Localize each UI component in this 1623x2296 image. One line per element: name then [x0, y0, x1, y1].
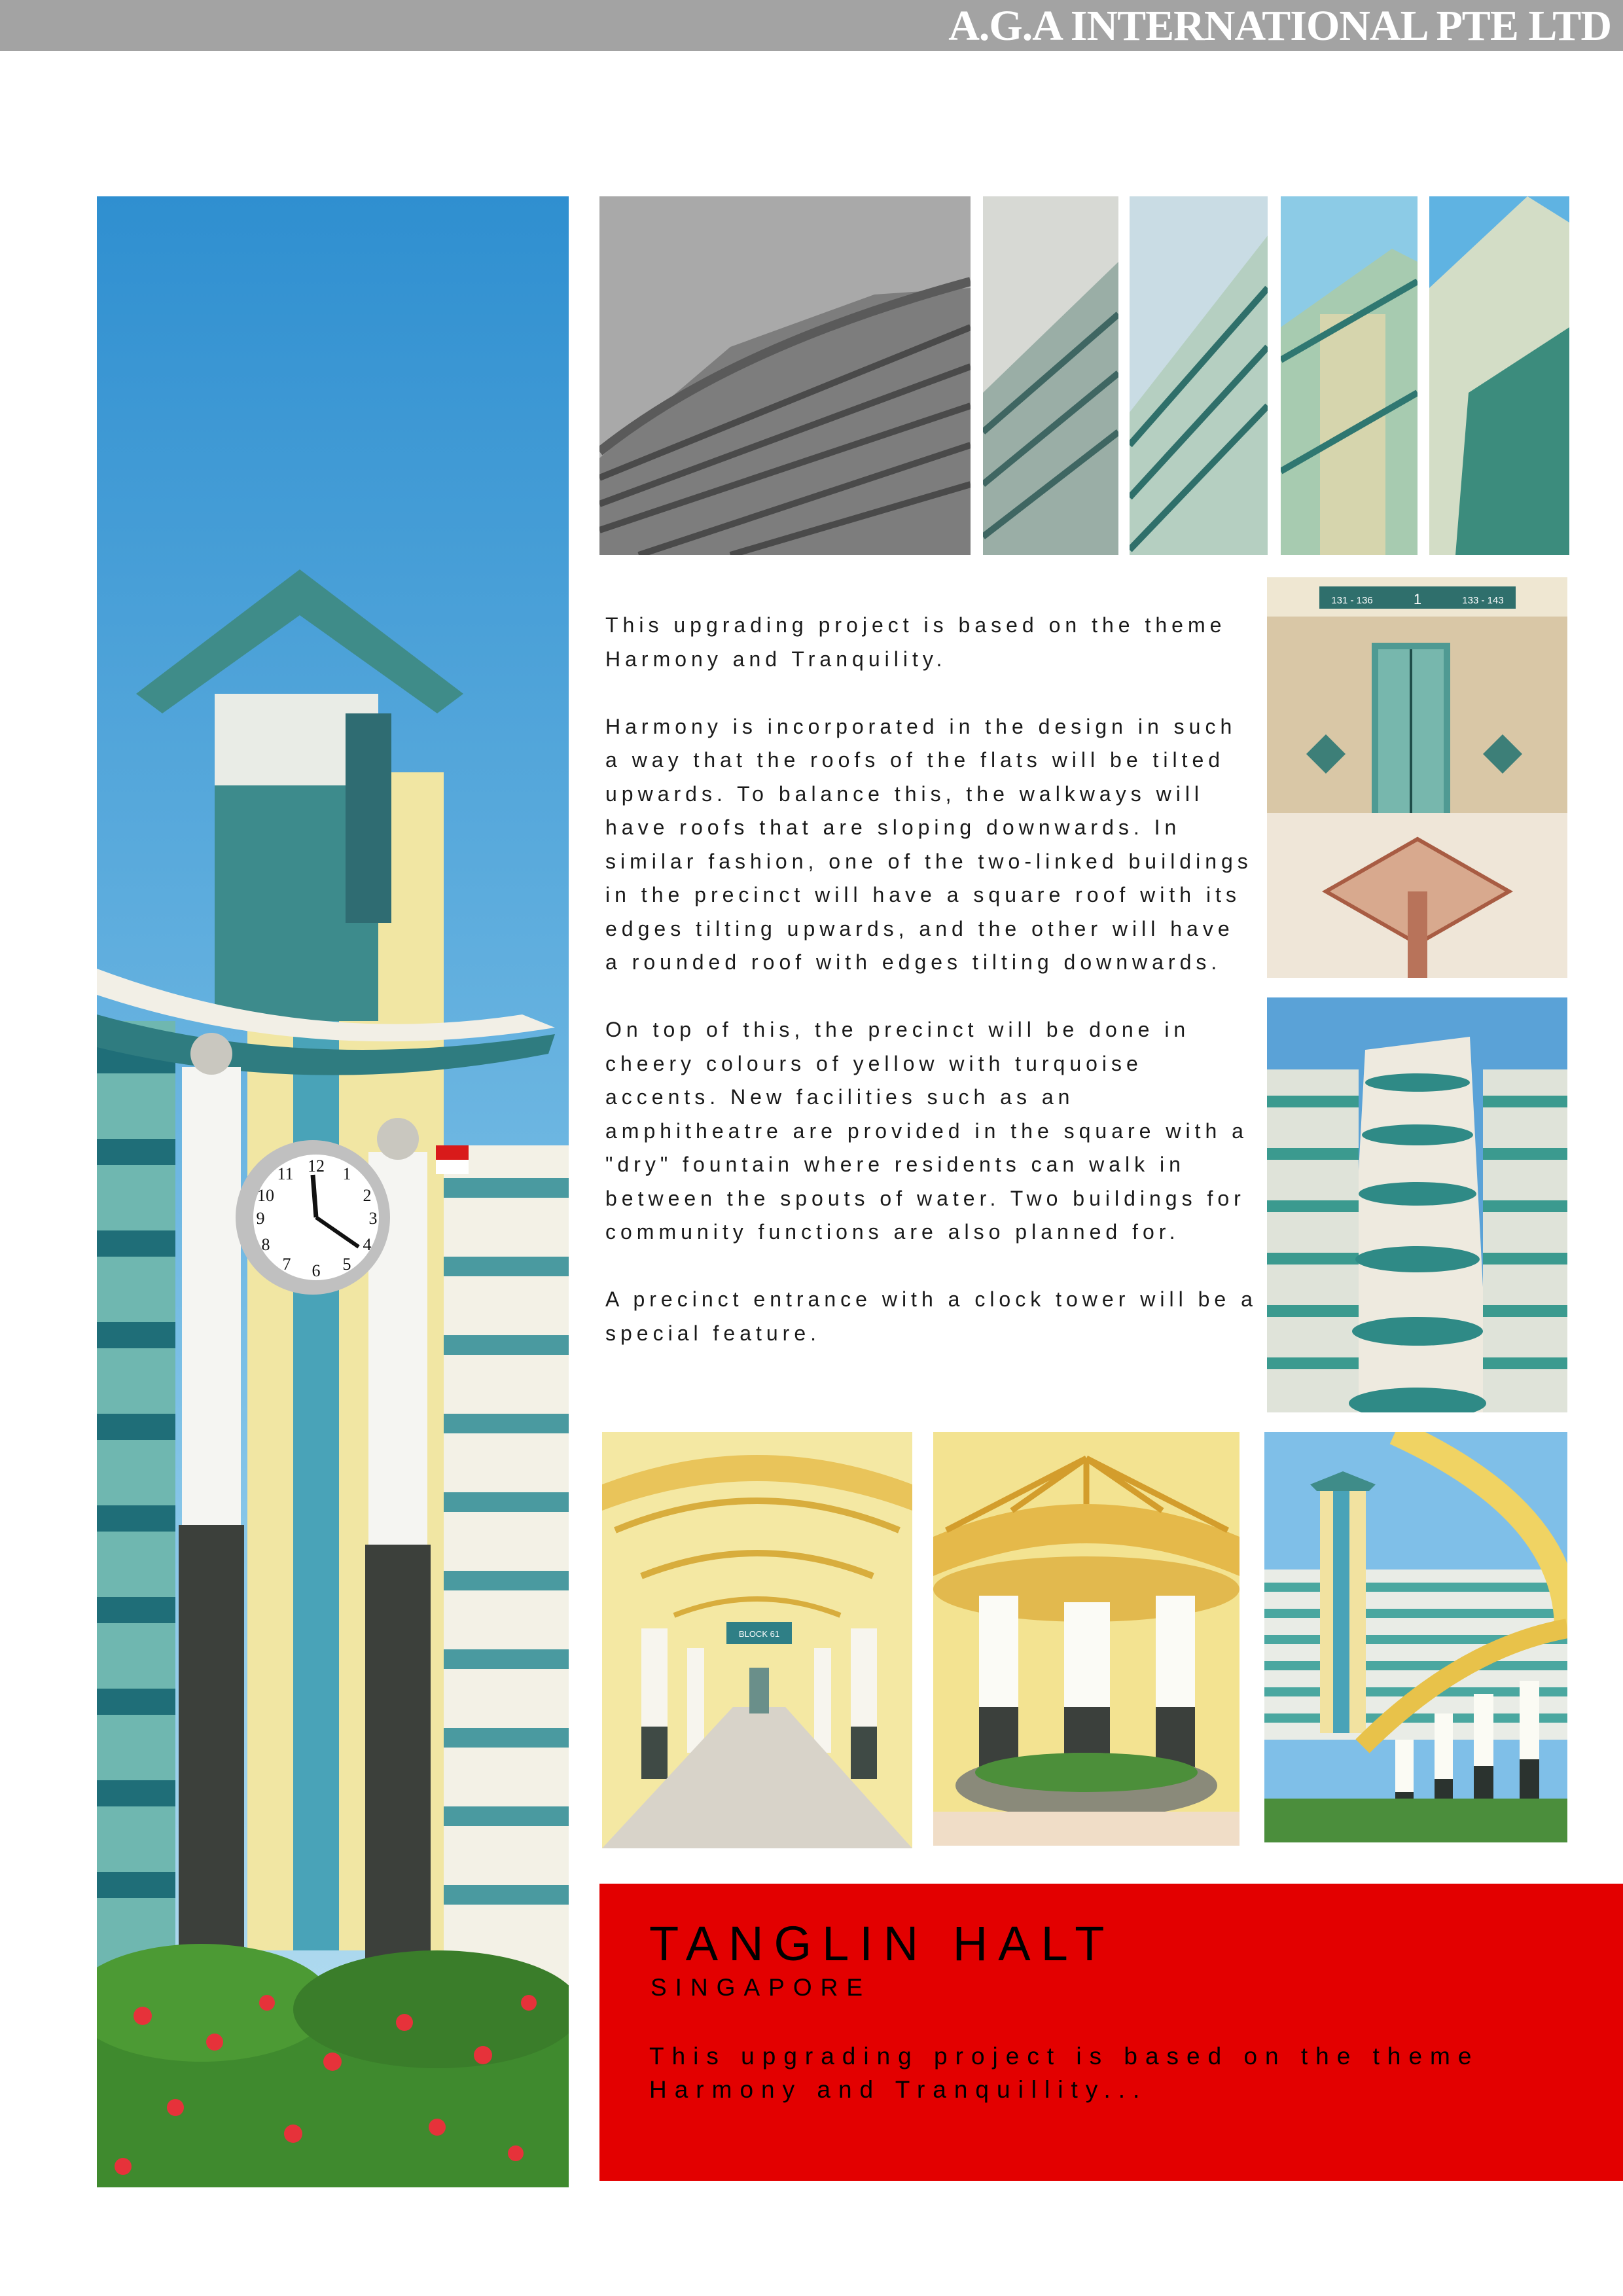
- clock-numeral: 6: [312, 1261, 321, 1280]
- clock-numeral: 3: [368, 1209, 378, 1228]
- paragraph-harmony: Harmony is incorporated in the design in such a way that the roofs of the flats will be tilted upwards. To balance this, the walkways will have roofs that are sloping downwards. In similar fashion, one of the two-linked buildings in the precinct will have a square roof with its edges tilting upwards, and the other will have a rounded roof with edges tilting downwards.: [605, 714, 1253, 974]
- tower-exterior-photo: [1264, 1432, 1567, 1842]
- clock-numeral: 4: [363, 1235, 372, 1254]
- lift-sign-right: 133 - 143: [1462, 595, 1504, 606]
- project-title: TANGLIN HALT: [649, 1916, 1115, 1971]
- clock-numeral: 7: [282, 1255, 291, 1274]
- clock-tower-photo: [97, 196, 569, 2187]
- clock-numeral: 12: [308, 1157, 325, 1175]
- project-summary: This upgrading project is based on the theme Harmony and Tranquillity...: [649, 2043, 1480, 2103]
- clock-numeral: 8: [261, 1235, 270, 1254]
- paragraph-clock-tower: A precinct entrance with a clock tower will be a special feature.: [605, 1287, 1257, 1345]
- building-slice-4: [1429, 196, 1569, 555]
- clock-numeral: 10: [257, 1186, 274, 1205]
- lift-lobby-photo: [1267, 577, 1567, 978]
- project-location: SINGAPORE: [651, 1974, 871, 2001]
- pavilion-columns-photo: [933, 1432, 1240, 1846]
- walkway-corridor-photo: [602, 1432, 912, 1848]
- clock-numeral: 2: [363, 1186, 372, 1205]
- clock-numeral: 11: [277, 1164, 294, 1183]
- lift-sign-left: 131 - 136: [1331, 595, 1373, 606]
- company-name: A.G.A INTERNATIONAL PTE LTD: [948, 2, 1611, 50]
- building-slice-3: [1281, 196, 1418, 555]
- clock-numeral: 5: [342, 1255, 351, 1274]
- header-bar: [0, 0, 1623, 51]
- clock-numeral: 1: [342, 1164, 351, 1183]
- paragraph-colours: On top of this, the precinct will be done in cheery colours of yellow with turquoise accents. New facilities such as an amphitheatre are provided in the square with a "dry" fountain where residents can walk in between the spouts of water. Two buildings for community functions are also planned for.: [605, 1018, 1248, 1244]
- paragraph-theme: This upgrading project is based on the theme Harmony and Tranquility.: [605, 613, 1226, 671]
- lift-sign-level: 1: [1413, 591, 1422, 607]
- clock-numeral: 9: [256, 1209, 265, 1228]
- balconies-photo: [1267, 997, 1567, 1412]
- walkway-block-sign: BLOCK 61: [738, 1629, 780, 1639]
- project-description: [605, 609, 1260, 1384]
- building-slice-2: [1130, 196, 1268, 555]
- grey-building-photo: [599, 196, 971, 555]
- building-slice-1: [983, 196, 1118, 555]
